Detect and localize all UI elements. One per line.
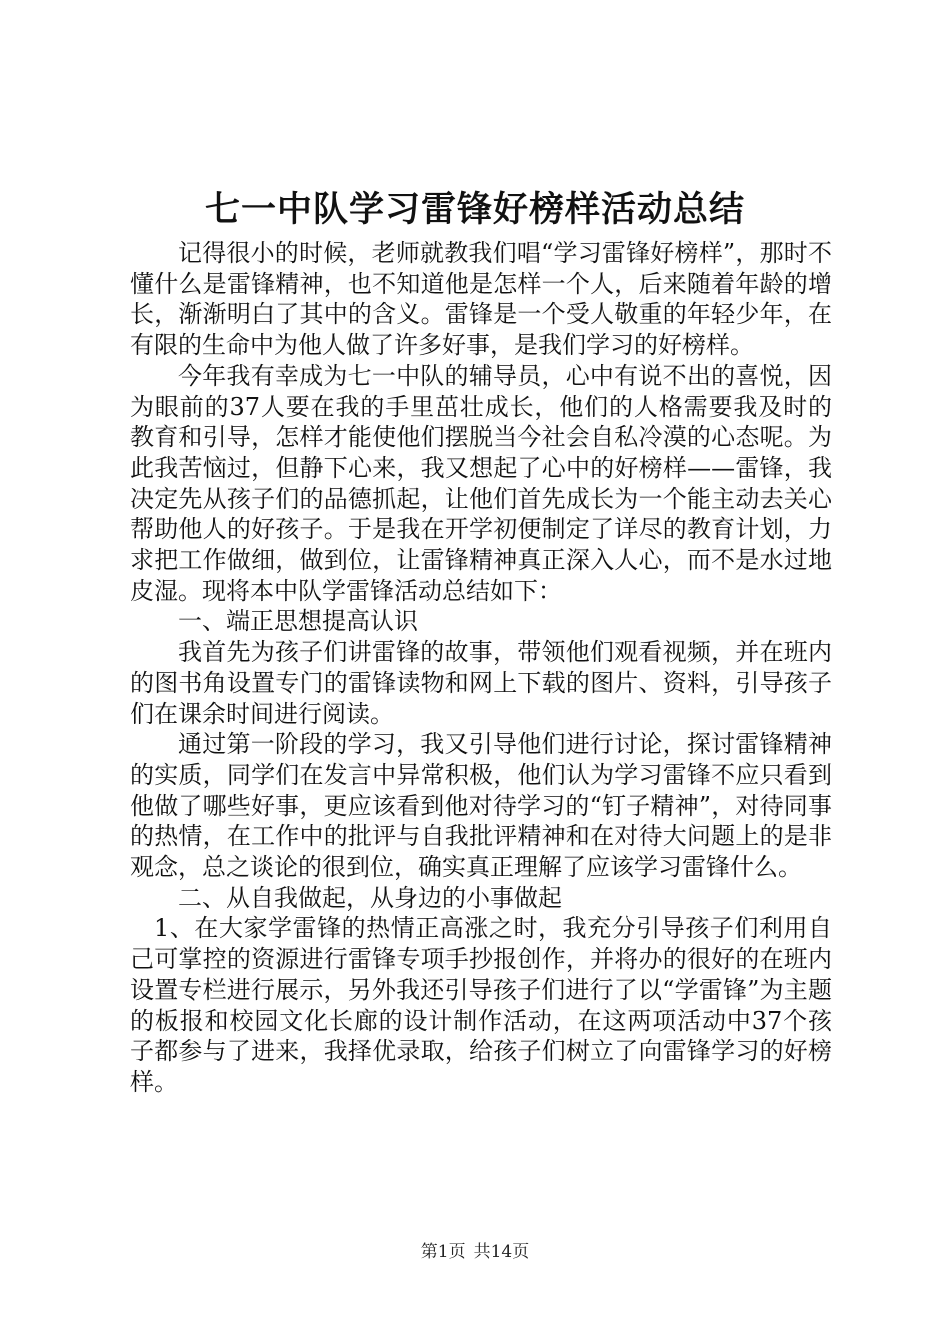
paragraph-story: 我首先为孩子们讲雷锋的故事，带领他们观看视频，并在班内的图书角设置专门的雷锋读物和网上下载的图片、资料，引导孩子们在课余时间进行阅读。	[130, 638, 832, 728]
document-title: 七一中队学习雷锋好榜样活动总结	[204, 189, 745, 230]
document-body	[130, 238, 832, 1098]
paragraph-item-1: 1、在大家学雷锋的热情正高涨之时，我充分引导孩子们利用自己可掌控的资源进行雷锋专项手抄报创作，并将办的很好的在班内设置专栏进行展示，另外我还引导孩子们进行了以“学雷锋”为主题的板报和校园文化长廊的设计制作活动，在这两项活动中37个孩子都参与了进来，我择优录取，给孩子们树立了向雷锋学习的好榜样。	[130, 914, 832, 1096]
section-heading-2: 二、从自我做起，从身边的小事做起	[178, 883, 562, 912]
section-heading-1: 一、端正思想提高认识	[178, 607, 418, 636]
paragraph-background: 今年我有幸成为七一中队的辅导员，心中有说不出的喜悦，因为眼前的37人要在我的手里茁壮成长，他们的人格需要我及时的教育和引导，怎样才能使他们摆脱当今社会自私冷漠的心态呢。为此我苦恼过，但静下心来，我又想起了心中的好榜样——雷锋，我决定先从孩子们的品德抓起，让他们首先成长为一个能主动去关心帮助他人的好孩子。于是我在开学初便制定了详尽的教育计划，力求把工作做细，做到位，让雷锋精神真正深入人心，而不是水过地皮湿。现将本中队学雷锋活动总结如下：	[130, 361, 832, 605]
page-footer	[0, 1240, 950, 1264]
page-number: 第1页	[420, 1242, 466, 1262]
page-total: 共14页	[473, 1242, 530, 1262]
paragraph-discussion: 通过第一阶段的学习，我又引导他们进行讨论，探讨雷锋精神的实质，同学们在发言中异常积极，他们认为学习雷锋不应只看到他做了哪些好事，更应该看到他对待学习的“钉子精神”，对待同事的热情，在工作中的批评与自我批评精神和在对待大问题上的是非观念，总之谈论的很到位，确实真正理解了应该学习雷锋什么。	[130, 730, 832, 882]
paragraph-intro: 记得很小的时候，老师就教我们唱“学习雷锋好榜样”，那时不懂什么是雷锋精神，也不知道他是怎样一个人，后来随着年龄的增长，渐渐明白了其中的含义。雷锋是一个受人敬重的年轻少年，在有限的生命中为他人做了许多好事，是我们学习的好榜样。	[130, 239, 832, 360]
